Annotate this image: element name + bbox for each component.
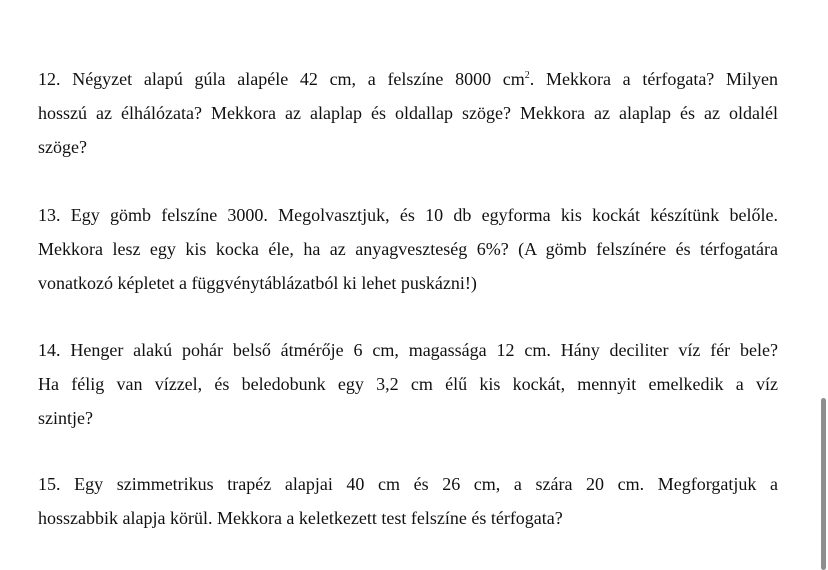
problem-12 [38,62,778,164]
problem-13-line-2: Mekkora lesz egy kis kocka éle, ha az anyagveszteség 6%? (A gömb felszínére és térfogatára [38,239,778,259]
problem-14 [38,333,778,435]
problem-14-line-2: Ha félig van vízzel, és beledobunk egy 3,2 cm élű kis kockát, mennyit emelkedik a víz [38,374,778,394]
problem-12-line-3: szöge? [38,137,87,157]
superscript-2: 2 [524,70,530,81]
problem-14-line-3: szintje? [38,408,93,428]
problem-12-line-2: hosszú az élhálózata? Mekkora az alaplap és oldallap szöge? Mekkora az alaplap és az oldalél [38,103,778,123]
problem-15-line-2: hosszabbik alapja körül. Mekkora a keletkezett test felszíne és térfogata? [38,508,563,528]
problem-13 [38,198,778,300]
problem-15 [38,467,778,535]
problem-13-line-3: vonatkozó képletet a függvénytáblázatból ki lehet puskázni!) [38,273,477,293]
problem-12-line-1 [38,62,778,96]
problem-13-line-1: 13. Egy gömb felszíne 3000. Megolvasztjuk, és 10 db egyforma kis kockát készítünk belőle. [38,205,778,225]
problem-15-line-1: 15. Egy szimmetrikus trapéz alapjai 40 cm és 26 cm, a szára 20 cm. Megforgatjuk a [38,474,778,494]
problem-12-line-1-rest: . Mekkora a térfogata? Milyen [529,69,778,89]
problem-14-line-1: 14. Henger alakú pohár belső átmérője 6 cm, magassága 12 cm. Hány deciliter víz fér bele? [38,340,778,360]
vertical-scrollbar[interactable] [821,398,826,570]
problem-12-line-1-text: 12. Négyzet alapú gúla alapéle 42 cm, a felszíne 8000 cm [38,69,525,89]
